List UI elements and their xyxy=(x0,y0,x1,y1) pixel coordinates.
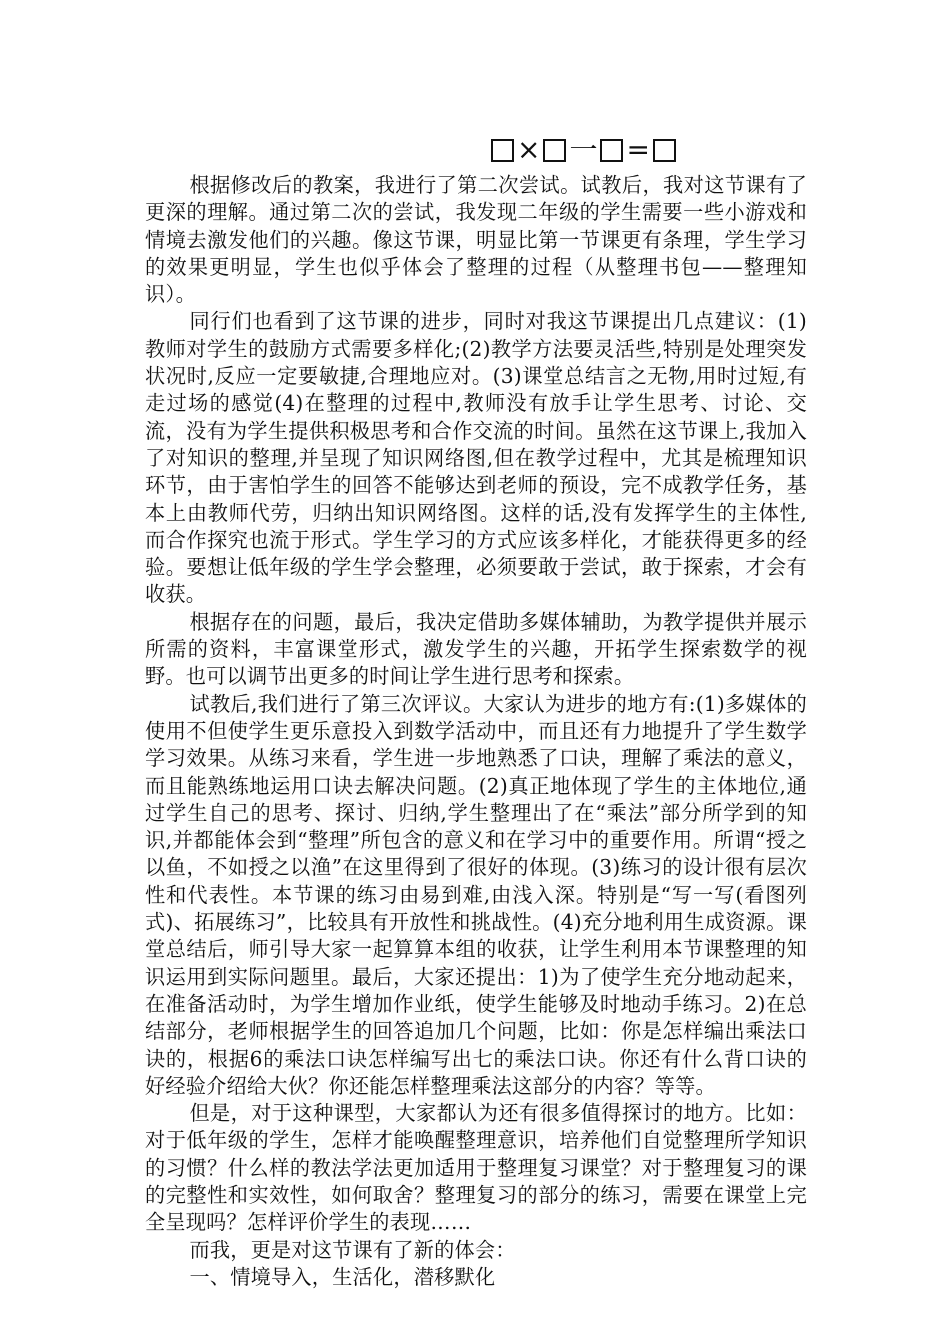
document-body xyxy=(145,172,807,1291)
blank-box-3 xyxy=(600,139,623,162)
blank-box-1 xyxy=(491,139,514,162)
minus-sign: 一 xyxy=(569,133,598,166)
formula-blank xyxy=(490,133,677,167)
paragraph-third-review: 试教后,我们进行了第三次评议。大家认为进步的地方有:(1)多媒体的使用不但使学生更乐意投入到数学活动中，而且还有力地提升了学生数学学习效果。从练习来看，学生进一步地熟悉了口诀，理解了乘法的意义，而且能熟练地运用口诀去解决问题。(2)真正地体现了学生的主体地位,通过学生自己的思考、探讨、归纳,学生整理出了在“乘法”部分所学到的知识,并都能体会到“整理”所包含的意义和在学习中的重要作用。所谓“授之以鱼，不如授之以渔”在这里得到了很好的体现。(3)练习的设计很有层次性和代表性。本节课的练习由易到难,由浅入深。特别是“写一写(看图列式)、拓展练习”，比较具有开放性和挑战性。(4)充分地利用生成资源。课堂总结后，师引导大家一起算算本组的收获，让学生利用本节课整理的知识运用到实际问题里。最后，大家还提出：1)为了使学生充分地动起来，在准备活动时，为学生增加作业纸，使学生能够及时地动手练习。2)在总结部分，老师根据学生的回答追加几个问题，比如：你是怎样编出乘法口诀的，根据6的乘法口诀怎样编写出七的乘法口诀。你还有什么背口诀的好经验介绍给大伙？你还能怎样整理乘法这部分的内容？等等。 xyxy=(145,691,807,1098)
blank-box-2 xyxy=(543,139,566,162)
paragraph-discussion: 但是，对于这种课型，大家都认为还有很多值得探讨的地方。比如：对于低年级的学生，怎样才能唤醒整理意识，培养他们自觉整理所学知识的习惯？什么样的教法学法更加适用于整理复习课堂？对于整理复习的课的完整性和实效性，如何取舍？整理复习的部分的练习，需要在课堂上完全呈现吗？怎样评价学生的表现…… xyxy=(145,1101,807,1235)
section-heading: 一、情境导入，生活化，潜移默化 xyxy=(189,1264,496,1289)
paragraph-new-insight: 而我，更是对这节课有了新的体会： xyxy=(189,1237,516,1262)
multiply-sign: × xyxy=(517,133,541,166)
blank-box-4 xyxy=(653,139,676,162)
paragraph-multimedia: 根据存在的问题，最后，我决定借助多媒体辅助，为教学提供并展示所需的资料，丰富课堂形式，激发学生的兴趣，开拓学生探索数学的视野。也可以调节出更多的时间让学生进行思考和探索。 xyxy=(145,609,807,689)
paragraph-second-trial: 根据修改后的教案，我进行了第二次尝试。试教后，我对这节课有了更深的理解。通过第二次的尝试，我发现二年级的学生需要一些小游戏和情境去激发他们的兴趣。像这节课，明显比第一节课更有条理，学生学习的效果更明显，学生也似乎体会了整理的过程（从整理书包——整理知识）。 xyxy=(145,173,807,307)
paragraph-suggestions: 同行们也看到了这节课的进步，同时对我这节课提出几点建议：(1)教师对学生的鼓励方式需要多样化;(2)教学方法要灵活些,特别是处理突发状况时,反应一定要敏捷,合理地应对。(3)课堂总结言之无物,用时过短,有走过场的感觉(4)在整理的过程中,教师没有放手让学生思考、讨论、交流，没有为学生提供积极思考和合作交流的时间。虽然在这节课上,我加入了对知识的整理,并呈现了知识网络图,但在教学过程中，尤其是梳理知识环节，由于害怕学生的回答不能够达到老师的预设，完不成教学任务，基本上由教师代劳，归纳出知识网络图。这样的话,没有发挥学生的主体性,而合作探究也流于形式。学生学习的方式应该多样化，才能获得更多的经验。要想让低年级的学生学会整理，必须要敢于尝试，敢于探索，才会有收获。 xyxy=(145,309,807,607)
equals-sign: = xyxy=(626,133,650,166)
